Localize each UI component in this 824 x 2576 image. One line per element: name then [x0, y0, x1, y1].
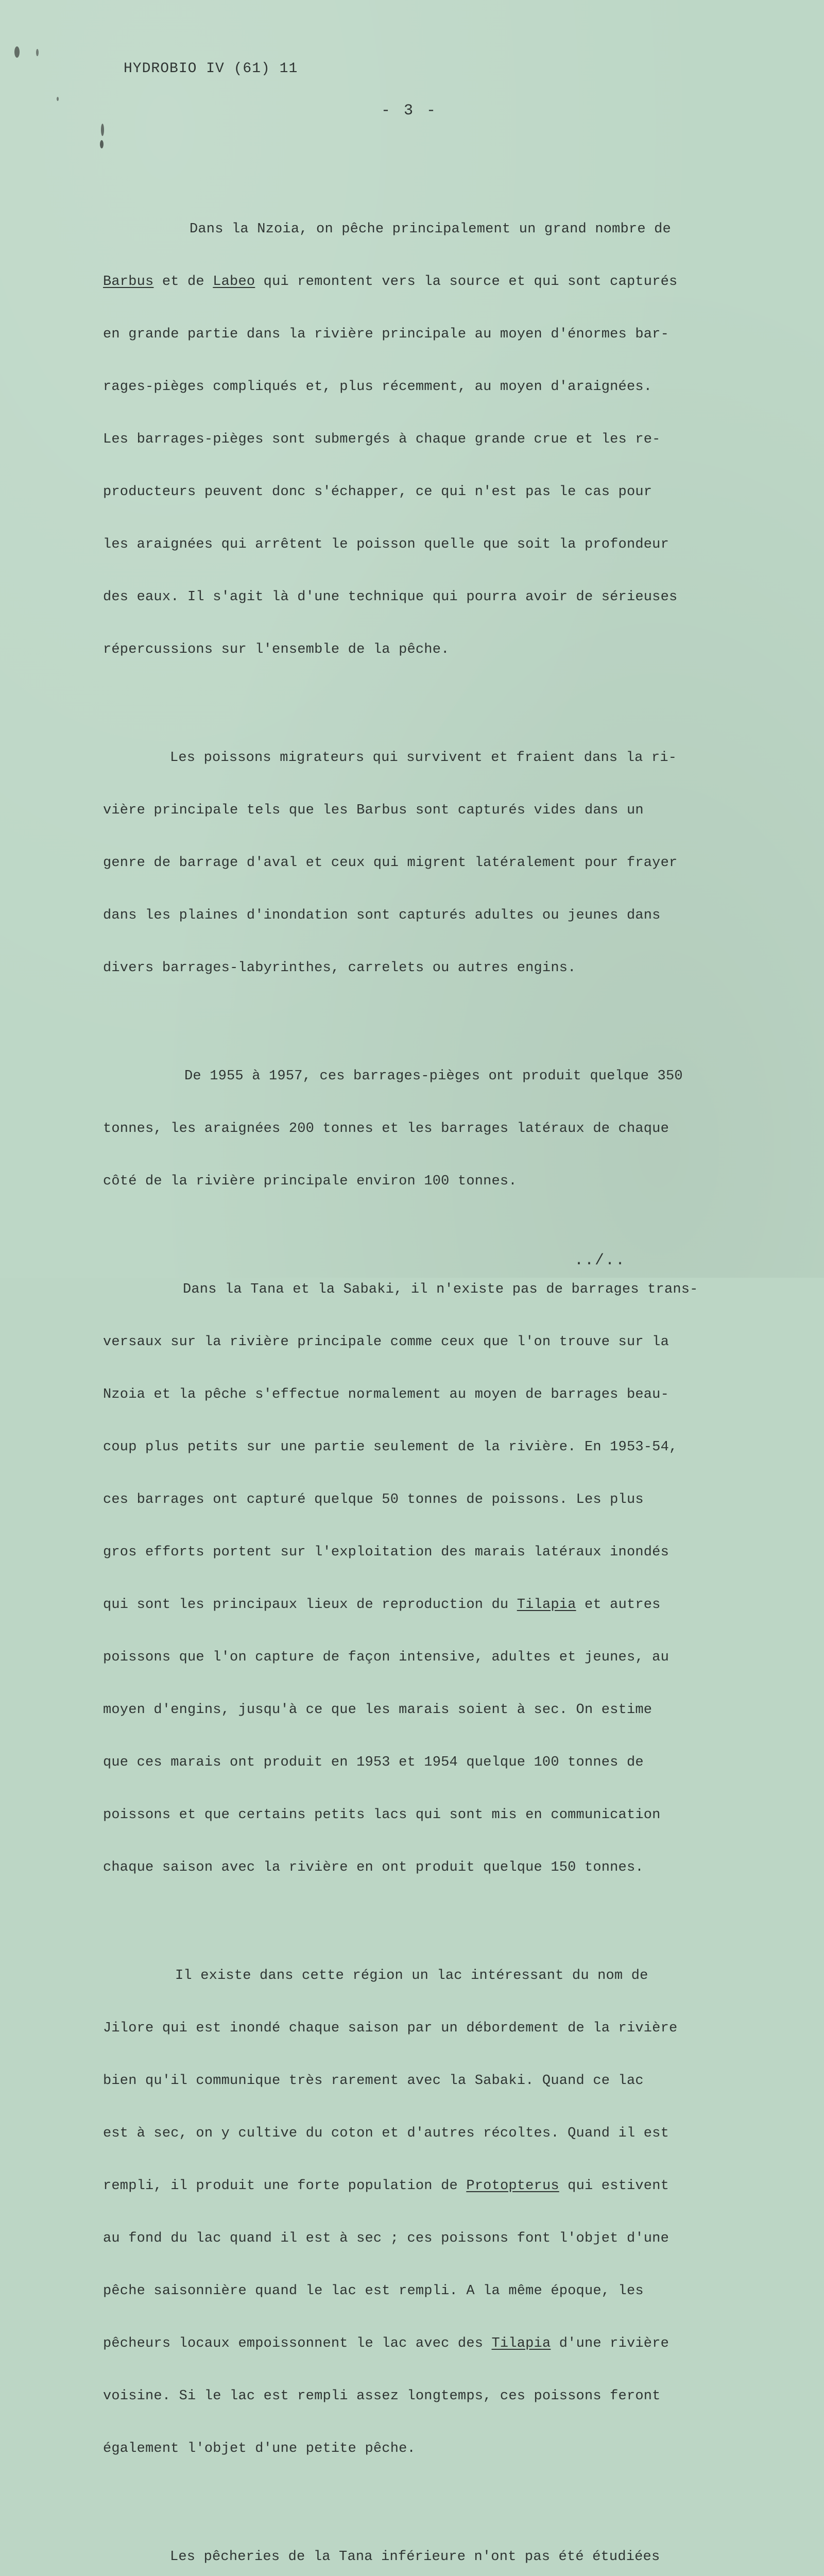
text-line	[103, 2335, 721, 2352]
text-line: coup plus petits sur une partie seulement de la rivière. En 1953-54,	[103, 1439, 678, 1455]
text-line: Les poissons migrateurs qui survivent et fraient dans la ri-	[170, 750, 677, 766]
text-line: côté de la rivière principale environ 100 tonnes.	[103, 1174, 517, 1189]
text-line: Dans la Tana et la Sabaki, il n'existe pas de barrages trans-	[183, 1282, 698, 1297]
text-line: dans les plaines d'inondation sont capturés adultes ou jeunes dans	[103, 908, 661, 923]
text-line: Dans la Nzoia, on pêche principalement un grand nombre de	[190, 222, 671, 237]
body-text	[103, 185, 721, 2576]
margin-mark	[100, 140, 104, 148]
margin-mark	[36, 49, 39, 56]
text-line: voisine. Si le lac est rempli assez longtemps, ces poissons feront	[103, 2388, 661, 2404]
taxon-name: Tilapia	[517, 1597, 576, 1613]
text-fragment: d'une rivière	[551, 2336, 669, 2351]
text-fragment: rempli, il produit une forte population de	[103, 2178, 467, 2194]
paragraph-4	[103, 1246, 721, 1911]
text-line: rages-pièges compliqués et, plus récemment, au moyen d'araignées.	[103, 379, 653, 395]
text-line: que ces marais ont produit en 1953 et 1954 quelque 100 tonnes de	[103, 1755, 644, 1770]
text-line: tonnes, les araignées 200 tonnes et les barrages latéraux de chaque	[103, 1121, 669, 1137]
text-line: gros efforts portent sur l'exploitation des marais latéraux inondés	[103, 1545, 669, 1560]
text-line: versaux sur la rivière principale comme ceux que l'on trouve sur la	[103, 1334, 669, 1350]
text-line: divers barrages-labyrinthes, carrelets ou autres engins.	[103, 960, 576, 976]
text-fragment: qui estivent	[559, 2178, 669, 2194]
text-fragment: pêcheurs locaux empoissonnent le lac avec des	[103, 2336, 492, 2351]
text-line: pêche saisonnière quand le lac est rempli. A la même époque, les	[103, 2283, 644, 2299]
paragraph-5	[103, 1932, 721, 2493]
paragraph-1	[103, 185, 721, 693]
text-line: Jilore qui est inondé chaque saison par un débordement de la rivière	[103, 2021, 678, 2036]
text-line: moyen d'engins, jusqu'à ce que les marais soient à sec. On estime	[103, 1702, 653, 1718]
text-line: en grande partie dans la rivière principale au moyen d'énormes bar-	[103, 327, 669, 342]
text-line: répercussions sur l'ensemble de la pêche.	[103, 642, 450, 657]
margin-mark	[14, 46, 20, 58]
text-line: De 1955 à 1957, ces barrages-pièges ont produit quelque 350	[184, 1069, 683, 1084]
margin-mark	[57, 97, 59, 101]
taxon-name: Barbus	[103, 274, 154, 290]
text-line: Il existe dans cette région un lac intéressant du nom de	[175, 1968, 648, 1984]
text-line: genre de barrage d'aval et ceux qui migrent latéralement pour frayer	[103, 855, 678, 871]
paragraph-3	[103, 1032, 721, 1225]
text-line: des eaux. Il s'agit là d'une technique qui pourra avoir de sérieuses	[103, 589, 678, 605]
text-line: poissons et que certains petits lacs qui sont mis en communication	[103, 1807, 661, 1823]
text-line: ces barrages ont capturé quelque 50 tonnes de poissons. Les plus	[103, 1492, 644, 1507]
text-line: poissons que l'on capture de façon intensive, adultes et jeunes, au	[103, 1650, 669, 1665]
text-line	[103, 1596, 721, 1614]
text-line: producteurs peuvent donc s'échapper, ce qui n'est pas le cas pour	[103, 484, 653, 500]
text-fragment: qui remontent vers la source et qui sont capturés	[255, 274, 678, 290]
margin-mark	[101, 124, 104, 136]
text-line	[103, 2177, 721, 2195]
text-line: bien qu'il communique très rarement avec la Sabaki. Quand ce lac	[103, 2073, 644, 2089]
text-line: est à sec, on y cultive du coton et d'autres récoltes. Quand il est	[103, 2126, 669, 2141]
text-fragment: qui sont les principaux lieux de reproduction du	[103, 1597, 517, 1613]
text-line: vière principale tels que les Barbus sont capturés vides dans un	[103, 803, 644, 818]
text-line: les araignées qui arrêtent le poisson quelle que soit la profondeur	[103, 537, 669, 552]
document-reference: HYDROBIO IV (61) 11	[124, 61, 298, 77]
taxon-name: Tilapia	[491, 2336, 551, 2351]
continuation-mark: ../..	[574, 1252, 626, 1269]
taxon-name: Labeo	[213, 274, 255, 290]
text-line: chaque saison avec la rivière en ont produit quelque 150 tonnes.	[103, 1860, 644, 1875]
text-line: au fond du lac quand il est à sec ; ces poissons font l'objet d'une	[103, 2231, 669, 2246]
text-fragment: et autres	[576, 1597, 661, 1613]
paragraph-2	[103, 714, 721, 1012]
text-line: Les pêcheries de la Tana inférieure n'ont pas été étudiées	[170, 2549, 660, 2565]
text-line	[103, 273, 721, 291]
paragraph-6	[103, 2513, 721, 2576]
text-line: également l'objet d'une petite pêche.	[103, 2441, 416, 2456]
taxon-name: Protopterus	[466, 2178, 559, 2194]
text-line: Nzoia et la pêche s'effectue normalement au moyen de barrages beau-	[103, 1387, 669, 1402]
page-number: - 3 -	[381, 102, 438, 120]
text-fragment: et de	[153, 274, 213, 290]
text-line: Les barrages-pièges sont submergés à chaque grande crue et les re-	[103, 432, 661, 447]
